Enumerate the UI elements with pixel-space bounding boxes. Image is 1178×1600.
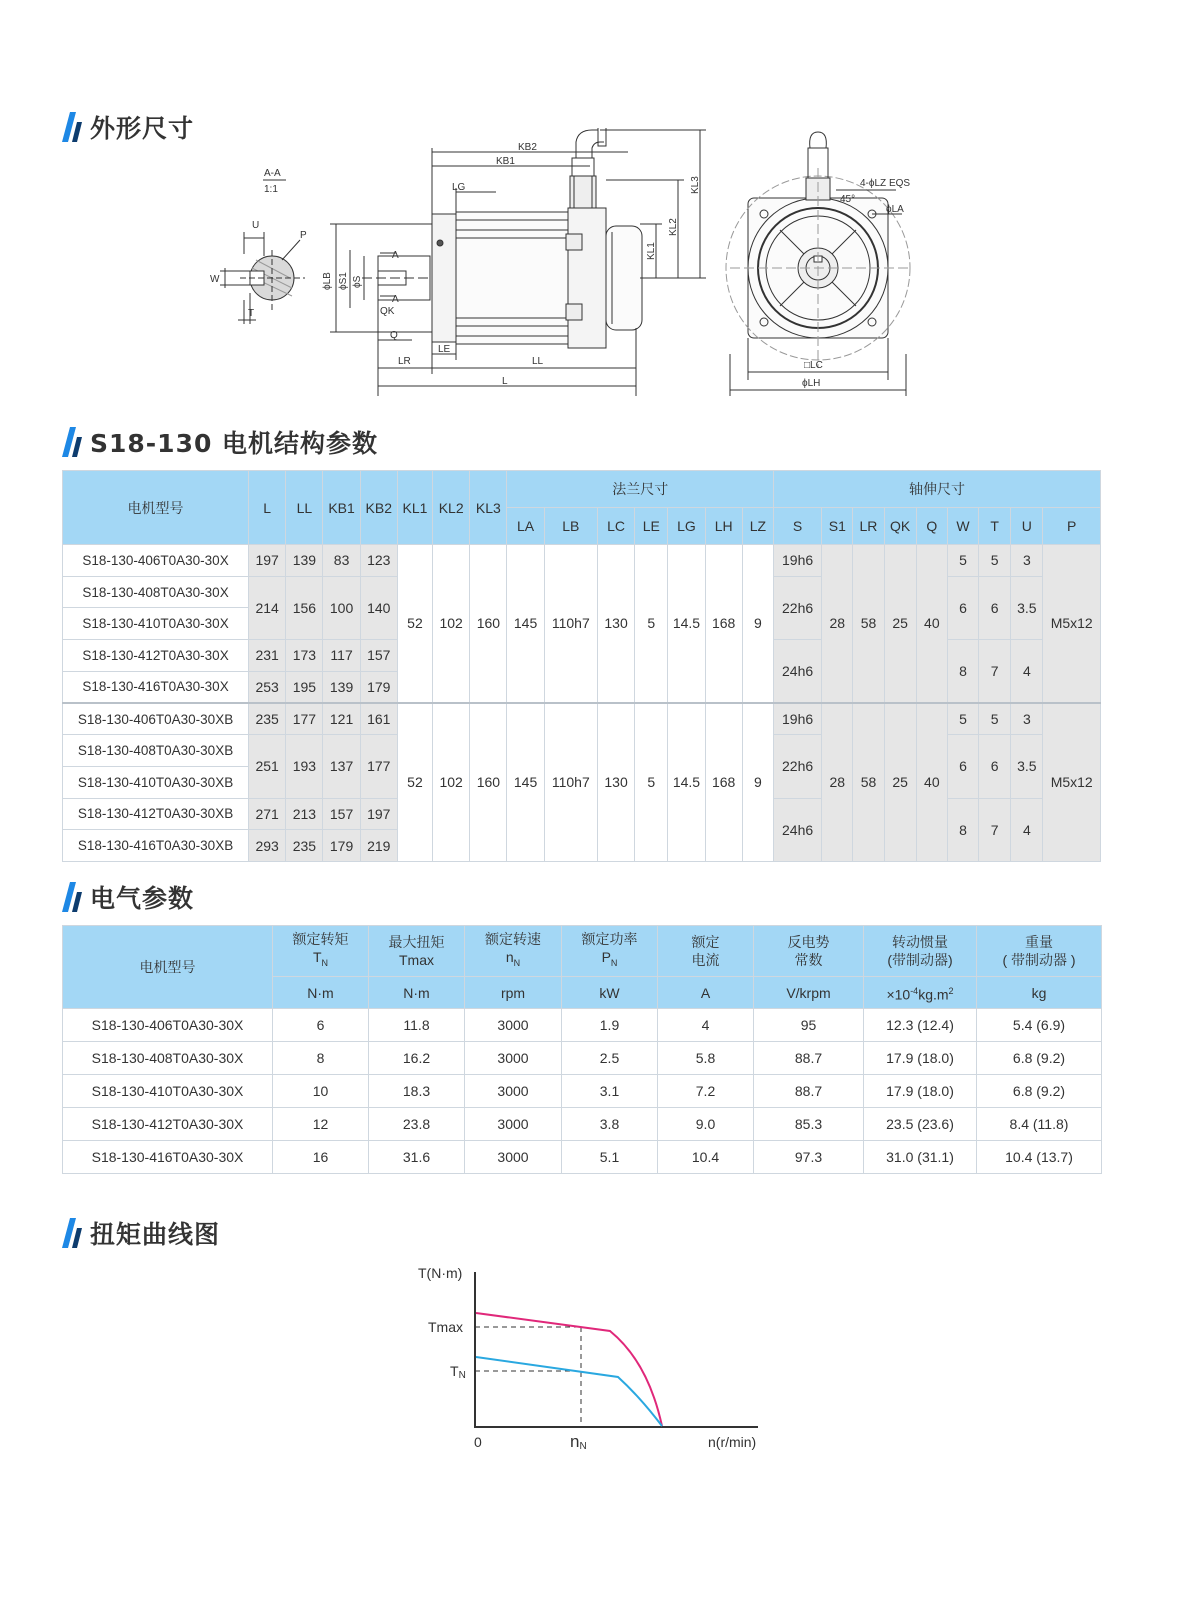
cell-l: 253 [249,671,286,703]
cell-lr: 58 [853,545,884,703]
cell-t: 5 [979,703,1011,735]
table-row [63,1141,1102,1174]
model-cell: S18-130-408T0A30-30X [63,1042,273,1075]
cell-ll: 139 [286,545,323,577]
model-cell: S18-130-406T0A30-30XB [63,703,249,735]
cell-lh: 168 [705,545,742,703]
section-marker-icon [62,427,82,457]
cell-l: 231 [249,640,286,672]
cell-s: 22h6 [773,576,821,639]
value-cell: 10 [273,1075,369,1108]
cell-l: 235 [249,703,286,735]
cell-t: 5 [979,545,1011,577]
cell-w: 8 [947,798,978,861]
section-marker-icon [62,882,82,912]
mechanical-spec-table [62,470,1101,862]
cell-q: 40 [916,545,947,703]
col-header-shaft: 轴伸尺寸 [773,471,1100,508]
dim-lg-label: LG [452,182,466,193]
dim-qk-label: QK [380,306,395,317]
unit-emf: V/krpm [754,977,864,1009]
unit-weight: kg [977,977,1102,1009]
cell-u: 3.5 [1011,735,1043,798]
value-cell: 10.4 (13.7) [977,1141,1102,1174]
table-row [63,1009,1102,1042]
cell-w: 6 [947,735,978,798]
col-header-kl2: KL2 [433,471,470,545]
table-row [63,545,1101,577]
dim-p-label: P [300,230,307,241]
unit-power: kW [562,977,658,1009]
y-axis-label: T(N·m) [418,1265,463,1281]
col-header-rated-power: 额定功率 $P_N$ [562,926,658,977]
col-header-back-emf: 反电势 常数 [754,926,864,977]
dim-angle-label: 45° [840,194,856,205]
cell-la: 145 [507,545,544,703]
col-header-lc: LC [597,508,634,545]
value-cell: 16 [273,1141,369,1174]
cell-kb2: 197 [360,798,397,830]
col-header-flange: 法兰尺寸 [507,471,773,508]
value-cell: 5.8 [658,1042,754,1075]
value-cell: 3000 [465,1009,562,1042]
cell-ll: 213 [286,798,323,830]
cell-s1: 28 [822,545,853,703]
cell-lc: 130 [597,703,634,861]
cell-lg: 14.5 [668,545,705,703]
col-header-kb1: KB1 [323,471,360,545]
cell-s1: 28 [822,703,853,861]
dim-kb2-label: KB2 [518,142,537,153]
value-cell: 3000 [465,1042,562,1075]
value-cell: 5.1 [562,1141,658,1174]
col-header-inertia: 转动惯量 (带制动器) [864,926,977,977]
cell-ll: 195 [286,671,323,703]
cell-kb1: 83 [323,545,360,577]
table-row [63,1042,1102,1075]
model-cell: S18-130-408T0A30-30X [63,576,249,608]
value-cell: 5.4 (6.9) [977,1009,1102,1042]
cell-lr: 58 [853,703,884,861]
dim-s1-label: ϕS1 [338,272,349,290]
section-title-dimensions: 外形尺寸 [62,110,194,144]
col-header-lz: LZ [742,508,773,545]
col-header-t: T [979,508,1011,545]
dim-w-label: W [210,274,220,285]
dim-kl3-label: KL3 [690,176,701,194]
dim-lc-label: □LC [804,360,823,371]
dim-l-label: L [502,376,508,387]
cell-kb2: 179 [360,671,397,703]
cell-kl3: 160 [470,545,507,703]
col-header-lg: LG [668,508,705,545]
value-cell: 16.2 [369,1042,465,1075]
model-cell: S18-130-416T0A30-30X [63,671,249,703]
cell-u: 4 [1011,798,1043,861]
col-header-model: 电机型号 [63,926,273,1009]
section-title-torque: 扭矩曲线图 [62,1216,220,1250]
value-cell: 4 [658,1009,754,1042]
cell-lc: 130 [597,545,634,703]
cell-t: 6 [979,576,1011,639]
dim-lb-label: ϕLB [322,272,333,290]
cell-t: 7 [979,640,1011,703]
model-cell: S18-130-410T0A30-30XB [63,766,249,798]
value-cell: 3.8 [562,1108,658,1141]
col-header-rated-current: 额定 电流 [658,926,754,977]
table-row [63,1075,1102,1108]
section-title-electrical: 电气参数 [62,880,194,914]
col-header-w: W [947,508,978,545]
value-cell: 9.0 [658,1108,754,1141]
cell-kl1: 52 [397,703,432,861]
cell-lz: 9 [742,545,773,703]
value-cell: 8.4 (11.8) [977,1108,1102,1141]
nn-label: nN [570,1432,587,1452]
dim-kl1-label: KL1 [646,242,657,260]
cell-kb2: 161 [360,703,397,735]
col-header-s1: S1 [822,508,853,545]
tn-curve [476,1357,662,1426]
value-cell: 85.3 [754,1108,864,1141]
cell-w: 8 [947,640,978,703]
col-header-ll: LL [286,471,323,545]
value-cell: 23.5 (23.6) [864,1108,977,1141]
cell-l: 251 [249,735,286,798]
unit-inertia: $\times 10^{-4}kg.m^2$ [864,977,977,1009]
col-header-kl3: KL3 [470,471,507,545]
cell-l: 197 [249,545,286,577]
value-cell: 6 [273,1009,369,1042]
dim-la-label: ϕLA [886,204,904,215]
col-header-max-torque: 最大扭矩 Tmax [369,926,465,977]
cell-kb1: 157 [323,798,360,830]
cell-lh: 168 [705,703,742,861]
value-cell: 6.8 (9.2) [977,1042,1102,1075]
col-header-u: U [1011,508,1043,545]
unit-torque: N·m [273,977,369,1009]
cell-lb: 110h7 [544,545,597,703]
cell-kb2: 123 [360,545,397,577]
model-cell: S18-130-410T0A30-30X [63,608,249,640]
value-cell: 10.4 [658,1141,754,1174]
cell-w: 5 [947,703,978,735]
cell-s: 22h6 [773,735,821,798]
col-header-rated-torque: 额定转矩 $T_N$ [273,926,369,977]
cell-u: 3 [1011,703,1043,735]
col-header-lr: LR [853,508,884,545]
model-cell: S18-130-416T0A30-30XB [63,830,249,862]
cell-kl3: 160 [470,703,507,861]
col-header-q: Q [916,508,947,545]
col-header-p: P [1043,508,1101,545]
model-cell: S18-130-412T0A30-30X [63,1108,273,1141]
model-cell: S18-130-416T0A30-30X [63,1141,273,1174]
value-cell: 23.8 [369,1108,465,1141]
cell-u: 3.5 [1011,576,1043,639]
cell-kl2: 102 [433,545,470,703]
cell-s: 19h6 [773,545,821,577]
unit-speed: rpm [465,977,562,1009]
cell-p: M5x12 [1043,703,1101,861]
cell-ll: 235 [286,830,323,862]
cell-t: 7 [979,798,1011,861]
col-header-kl1: KL1 [397,471,432,545]
cell-la: 145 [507,703,544,861]
value-cell: 88.7 [754,1075,864,1108]
value-cell: 31.0 (31.1) [864,1141,977,1174]
value-cell: 97.3 [754,1141,864,1174]
cell-le: 5 [635,545,668,703]
cell-kb2: 157 [360,640,397,672]
dim-kl2-label: KL2 [668,218,679,236]
value-cell: 6.8 (9.2) [977,1075,1102,1108]
cell-kb1: 100 [323,576,360,639]
dim-lz-label: 4-ϕLZ EQS [860,178,911,189]
cell-ll: 177 [286,703,323,735]
dim-u-label: U [252,220,260,231]
value-cell: 18.3 [369,1075,465,1108]
col-header-l: L [249,471,286,545]
cell-s: 24h6 [773,798,821,861]
tmax-label: Tmax [428,1319,463,1335]
section-marker-icon [62,112,82,142]
value-cell: 3000 [465,1108,562,1141]
cell-lg: 14.5 [668,703,705,861]
value-cell: 8 [273,1042,369,1075]
cell-lb: 110h7 [544,703,597,861]
section-scale-label: 1:1 [264,184,278,195]
cell-l: 271 [249,798,286,830]
col-header-qk: QK [884,508,916,545]
value-cell: 31.6 [369,1141,465,1174]
col-header-model: 电机型号 [63,471,249,545]
dimension-drawing [200,128,940,398]
value-cell: 7.2 [658,1075,754,1108]
model-cell: S18-130-408T0A30-30XB [63,735,249,767]
cell-qk: 25 [884,703,916,861]
col-header-weight: 重量 ( 带制动器 ) [977,926,1102,977]
col-header-lb: LB [544,508,597,545]
cell-le: 5 [635,703,668,861]
dim-a-bottom-label: A [392,294,399,305]
cell-ll: 173 [286,640,323,672]
cell-kb2: 219 [360,830,397,862]
value-cell: 3.1 [562,1075,658,1108]
cell-q: 40 [916,703,947,861]
value-cell: 95 [754,1009,864,1042]
dim-a-top-label: A [392,250,399,261]
x-axis-label: n(r/min) [708,1434,757,1450]
model-cell: S18-130-406T0A30-30X [63,545,249,577]
value-cell: 12 [273,1108,369,1141]
cell-t: 6 [979,735,1011,798]
cell-p: M5x12 [1043,545,1101,703]
col-header-kb2: KB2 [360,471,397,545]
electrical-spec-table [62,925,1102,1174]
value-cell: 2.5 [562,1042,658,1075]
model-cell: S18-130-412T0A30-30X [63,640,249,672]
value-cell: 88.7 [754,1042,864,1075]
value-cell: 11.8 [369,1009,465,1042]
model-cell: S18-130-412T0A30-30XB [63,798,249,830]
cell-lz: 9 [742,703,773,861]
dim-lr-label: LR [398,356,411,367]
model-cell: S18-130-410T0A30-30X [63,1075,273,1108]
dim-lh-label: ϕLH [802,378,821,389]
cell-qk: 25 [884,545,916,703]
col-header-s: S [773,508,821,545]
dim-t-label: T [248,308,255,319]
section-aa-label: A-A [264,168,281,179]
dim-kb1-label: KB1 [496,156,515,167]
cell-u: 4 [1011,640,1043,703]
dim-q-label: Q [390,330,398,341]
col-header-la: LA [507,508,544,545]
model-cell: S18-130-406T0A30-30X [63,1009,273,1042]
cell-kb1: 117 [323,640,360,672]
cell-kb1: 139 [323,671,360,703]
origin-label: 0 [474,1434,482,1450]
cell-kb2: 140 [360,576,397,639]
torque-curve-diagram [400,1262,780,1462]
col-header-lh: LH [705,508,742,545]
cell-kb1: 179 [323,830,360,862]
value-cell: 3000 [465,1141,562,1174]
col-header-rated-speed: 额定转速 $n_N$ [465,926,562,977]
value-cell: 3000 [465,1075,562,1108]
unit-current: A [658,977,754,1009]
cell-u: 3 [1011,545,1043,577]
value-cell: 17.9 (18.0) [864,1042,977,1075]
cell-ll: 156 [286,576,323,639]
tn-label: TN [450,1363,466,1381]
section-marker-icon [62,1218,82,1248]
cell-s: 19h6 [773,703,821,735]
cell-kl2: 102 [433,703,470,861]
unit-max-torque: N·m [369,977,465,1009]
cell-kb1: 121 [323,703,360,735]
value-cell: 17.9 (18.0) [864,1075,977,1108]
cell-w: 6 [947,576,978,639]
cell-l: 214 [249,576,286,639]
cell-kl1: 52 [397,545,432,703]
table-row [63,1108,1102,1141]
dim-le-label: LE [438,344,451,355]
cell-kb1: 137 [323,735,360,798]
cell-s: 24h6 [773,640,821,703]
cell-ll: 193 [286,735,323,798]
col-header-le: LE [635,508,668,545]
cell-l: 293 [249,830,286,862]
value-cell: 12.3 (12.4) [864,1009,977,1042]
dim-s-label: ϕS [352,275,363,288]
table-row [63,703,1101,735]
section-title-mechanical: S18-130 电机结构参数 [62,425,378,459]
dim-ll-label: LL [532,356,544,367]
value-cell: 1.9 [562,1009,658,1042]
cell-w: 5 [947,545,978,577]
cell-kb2: 177 [360,735,397,798]
